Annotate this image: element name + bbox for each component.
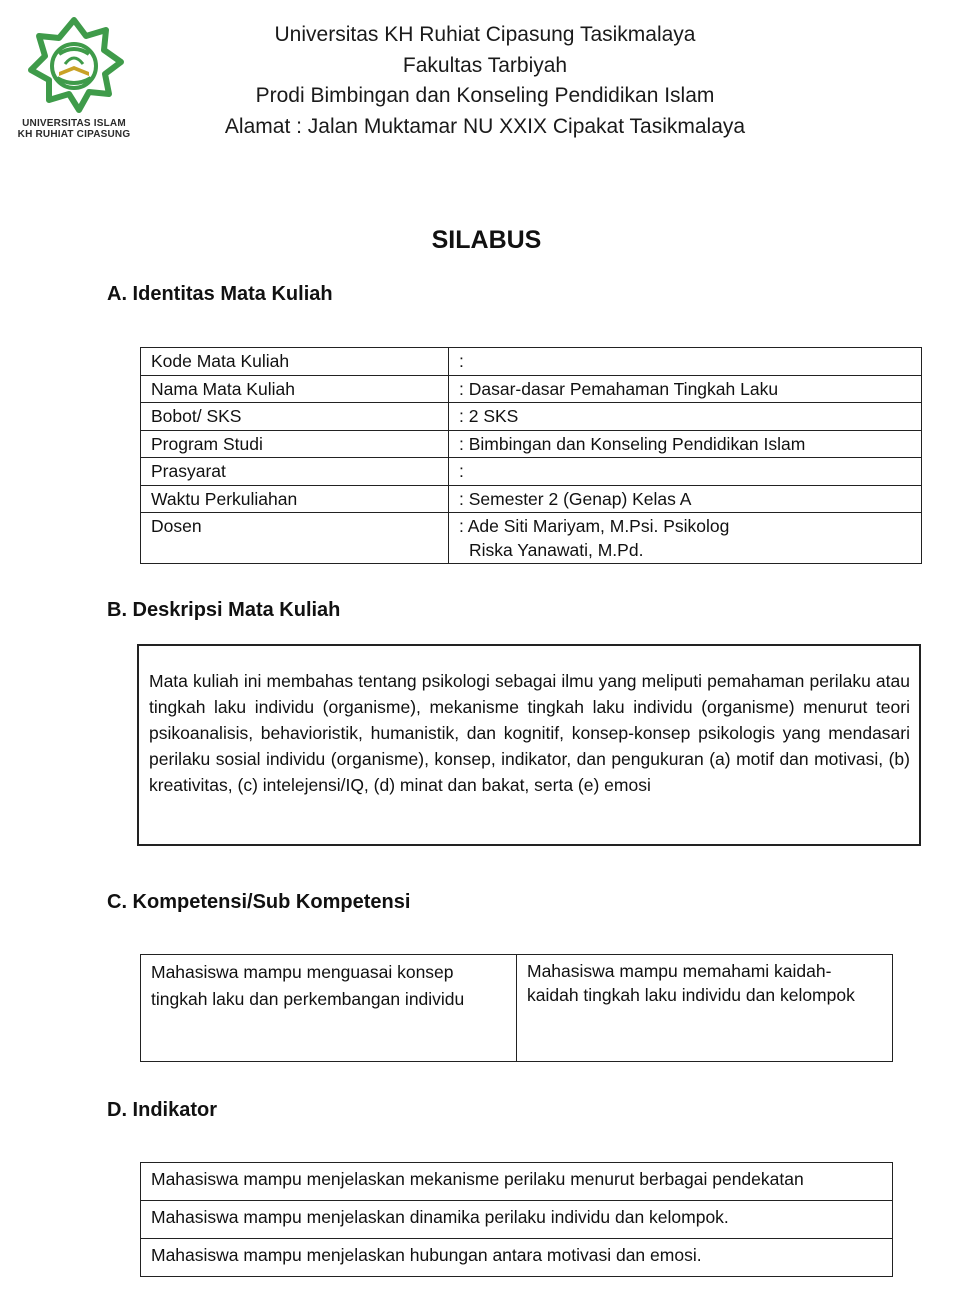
indikator-cell: Mahasiswa mampu menjelaskan mekanisme perilaku menurut berbagai pendekatan	[141, 1163, 893, 1201]
table-label: Dosen	[141, 513, 449, 564]
indikator-cell: Mahasiswa mampu menjelaskan dinamika perilaku individu dan kelompok.	[141, 1201, 893, 1239]
dosen-1: : Ade Siti Mariyam, M.Psi. Psikolog	[459, 516, 730, 536]
table-row	[141, 348, 922, 376]
faculty-name: Fakultas Tarbiyah	[402, 53, 568, 77]
dosen-2: Riska Yanawati, M.Pd.	[469, 540, 644, 560]
table-row	[141, 1239, 893, 1277]
section-d-heading: D. Indikator	[107, 1099, 218, 1121]
table-value: : Semester 2 (Genap) Kelas A	[449, 485, 922, 513]
university-emblem-icon	[19, 14, 129, 118]
table-value: : 2 SKS	[449, 403, 922, 431]
program-name: Prodi Bimbingan dan Konseling Pendidikan Islam	[255, 84, 715, 107]
table-value	[449, 513, 922, 564]
kompetensi-cell: Mahasiswa mampu menguasai konsep tingkah laku dan perkembangan individu	[141, 955, 517, 1062]
table-value: :	[449, 458, 922, 486]
deskripsi-box: Mata kuliah ini membahas tentang psikologi sebagai ilmu yang meliputi pemahaman perilaku atau tingkah laku individu (organisme), mekanisme tingkah laku individu (organisme) menurut teori psikoanalisis, behavioristik, humanistik, dan kognitif, konsep-konsep psikologis yang mendasari perilaku sosial individu (organisme), konsep, indikator, dan pengukuran (a) motif dan motivasi, (b) kreativitas, (c) intelejensi/IQ, (d) minat dan bakat, serta (e) emosi	[137, 644, 921, 846]
logo-line-1: UNIVERSITAS ISLAM	[22, 118, 126, 129]
table-row	[141, 955, 893, 1062]
table-value: : Dasar-dasar Pemahaman Tingkah Laku	[449, 375, 922, 403]
table-row	[141, 458, 922, 486]
letterhead	[150, 20, 820, 142]
identitas-table	[140, 347, 922, 564]
indikator-cell: Mahasiswa mampu menjelaskan hubungan antara motivasi dan emosi.	[141, 1239, 893, 1277]
page-title: SILABUS	[431, 226, 542, 254]
table-row	[141, 513, 922, 564]
university-logo	[6, 14, 142, 140]
address: Alamat : Jalan Muktamar NU XXIX Cipakat Tasikmalaya	[224, 114, 746, 138]
table-row	[141, 485, 922, 513]
table-label: Waktu Perkuliahan	[141, 485, 449, 513]
section-a-heading: A. Identitas Mata Kuliah	[107, 283, 333, 305]
logo-line-2: KH RUHIAT CIPASUNG	[17, 129, 131, 140]
table-row	[141, 375, 922, 403]
table-value: : Bimbingan dan Konseling Pendidikan Islam	[449, 430, 922, 458]
section-c-heading: C. Kompetensi/Sub Kompetensi	[107, 891, 411, 913]
table-value: :	[449, 348, 922, 376]
section-b-heading: B. Deskripsi Mata Kuliah	[107, 599, 341, 621]
table-label: Bobot/ SKS	[141, 403, 449, 431]
table-label: Kode Mata Kuliah	[141, 348, 449, 376]
table-label: Prasyarat	[141, 458, 449, 486]
kompetensi-table	[140, 954, 893, 1062]
table-label: Program Studi	[141, 430, 449, 458]
table-row	[141, 403, 922, 431]
kompetensi-cell: Mahasiswa mampu memahami kaidah-kaidah tingkah laku individu dan kelompok	[517, 955, 893, 1062]
table-row	[141, 1163, 893, 1201]
university-name: Universitas KH Ruhiat Cipasung Tasikmalaya	[274, 23, 696, 46]
table-label: Nama Mata Kuliah	[141, 375, 449, 403]
indikator-table	[140, 1162, 893, 1277]
table-row	[141, 430, 922, 458]
table-row	[141, 1201, 893, 1239]
